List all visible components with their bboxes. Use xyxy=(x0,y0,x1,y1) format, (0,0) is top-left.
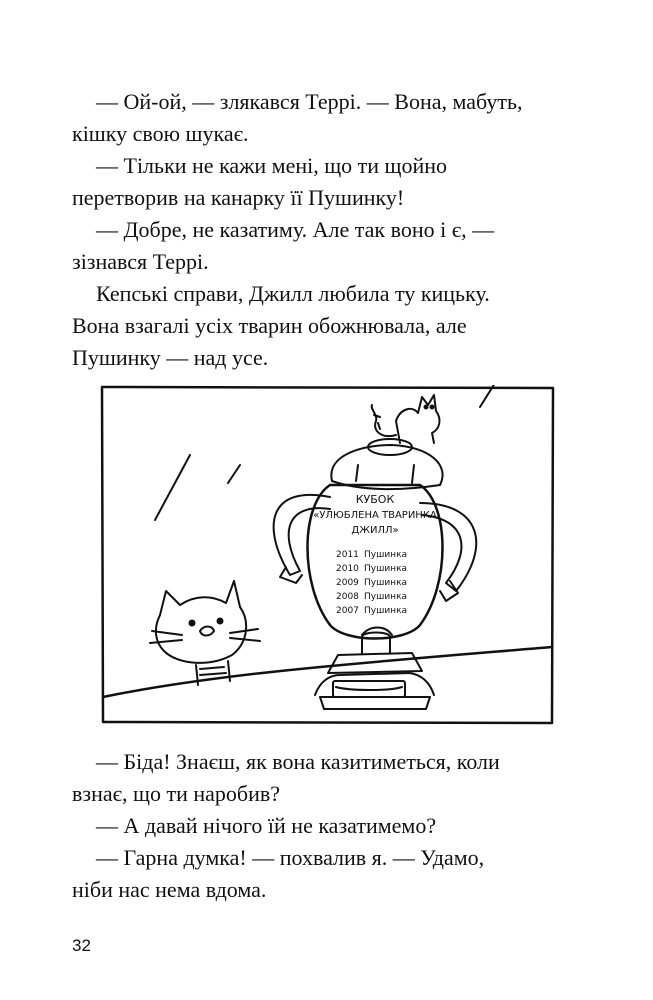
winners-list xyxy=(336,550,407,616)
cat-icon xyxy=(150,581,260,685)
paragraph-2-line-2: перетворив на канарку її Пушинку! xyxy=(72,185,405,210)
paragraph-4-line-1: Кепські справи, Джилл любила ту кицьку. xyxy=(96,281,490,306)
paragraph-6 xyxy=(72,810,592,842)
paragraph-1-line-1: — Ой-ой, — злякався Террі. — Вона, мабуть, xyxy=(96,89,523,114)
paragraph-1-line-2: кішку свою шукає. xyxy=(72,121,249,146)
trophy-base xyxy=(315,633,434,710)
paragraph-4 xyxy=(72,278,592,374)
winner-name: Пушинка xyxy=(364,550,408,560)
paragraph-5-line-1: — Біда! Знаєш, як вона казитиметься, коли xyxy=(96,749,500,774)
background-stroke xyxy=(228,465,240,483)
paragraph-6-line-1: — А давай нічого їй не казатимемо? xyxy=(96,813,437,838)
background-stroke xyxy=(155,455,190,520)
paragraph-3 xyxy=(72,214,592,278)
winner-year: 2007 xyxy=(336,606,359,616)
trophy-title-line-1: КУБОК xyxy=(355,493,395,506)
paragraph-3-line-2: зізнався Террі. xyxy=(72,249,209,274)
winner-year: 2009 xyxy=(336,578,359,588)
winner-name: Пушинка xyxy=(364,592,408,602)
winner-year: 2008 xyxy=(336,592,359,602)
page-number: 32 xyxy=(72,936,91,955)
paragraph-5 xyxy=(72,746,592,810)
paragraph-7-line-2: ніби нас нема вдома. xyxy=(72,877,267,902)
paragraph-2 xyxy=(72,150,592,214)
winner-year: 2010 xyxy=(336,564,359,574)
top-cat-icon xyxy=(372,395,440,443)
trophy-title-line-2: «УЛЮБЛЕНА ТВАРИНКА xyxy=(313,510,437,521)
trophy-illustration xyxy=(100,385,555,725)
winner-name: Пушинка xyxy=(364,606,408,616)
trophy-lid xyxy=(331,439,442,489)
winner-name: Пушинка xyxy=(364,564,408,574)
paragraph-4-line-2: Вона взагалі усіх тварин обожнювала, але xyxy=(72,313,467,338)
trophy-title-line-3: ДЖИЛЛ» xyxy=(351,525,399,536)
paragraph-1 xyxy=(72,86,592,150)
paragraph-5-line-2: взнає, що ти наробив? xyxy=(72,781,281,806)
paragraph-4-line-3: Пушинку — над усе. xyxy=(72,345,269,370)
winner-name: Пушинка xyxy=(364,578,408,588)
winner-year: 2011 xyxy=(336,550,359,560)
paragraph-7 xyxy=(72,842,592,906)
paragraph-3-line-1: — Добре, не казатиму. Але так воно і є, — xyxy=(96,217,495,242)
paragraph-2-line-1: — Тільки не кажи мені, що ти щойно xyxy=(96,153,448,178)
paragraph-7-line-1: — Гарна думка! — похвалив я. — Удамо, xyxy=(96,845,485,870)
